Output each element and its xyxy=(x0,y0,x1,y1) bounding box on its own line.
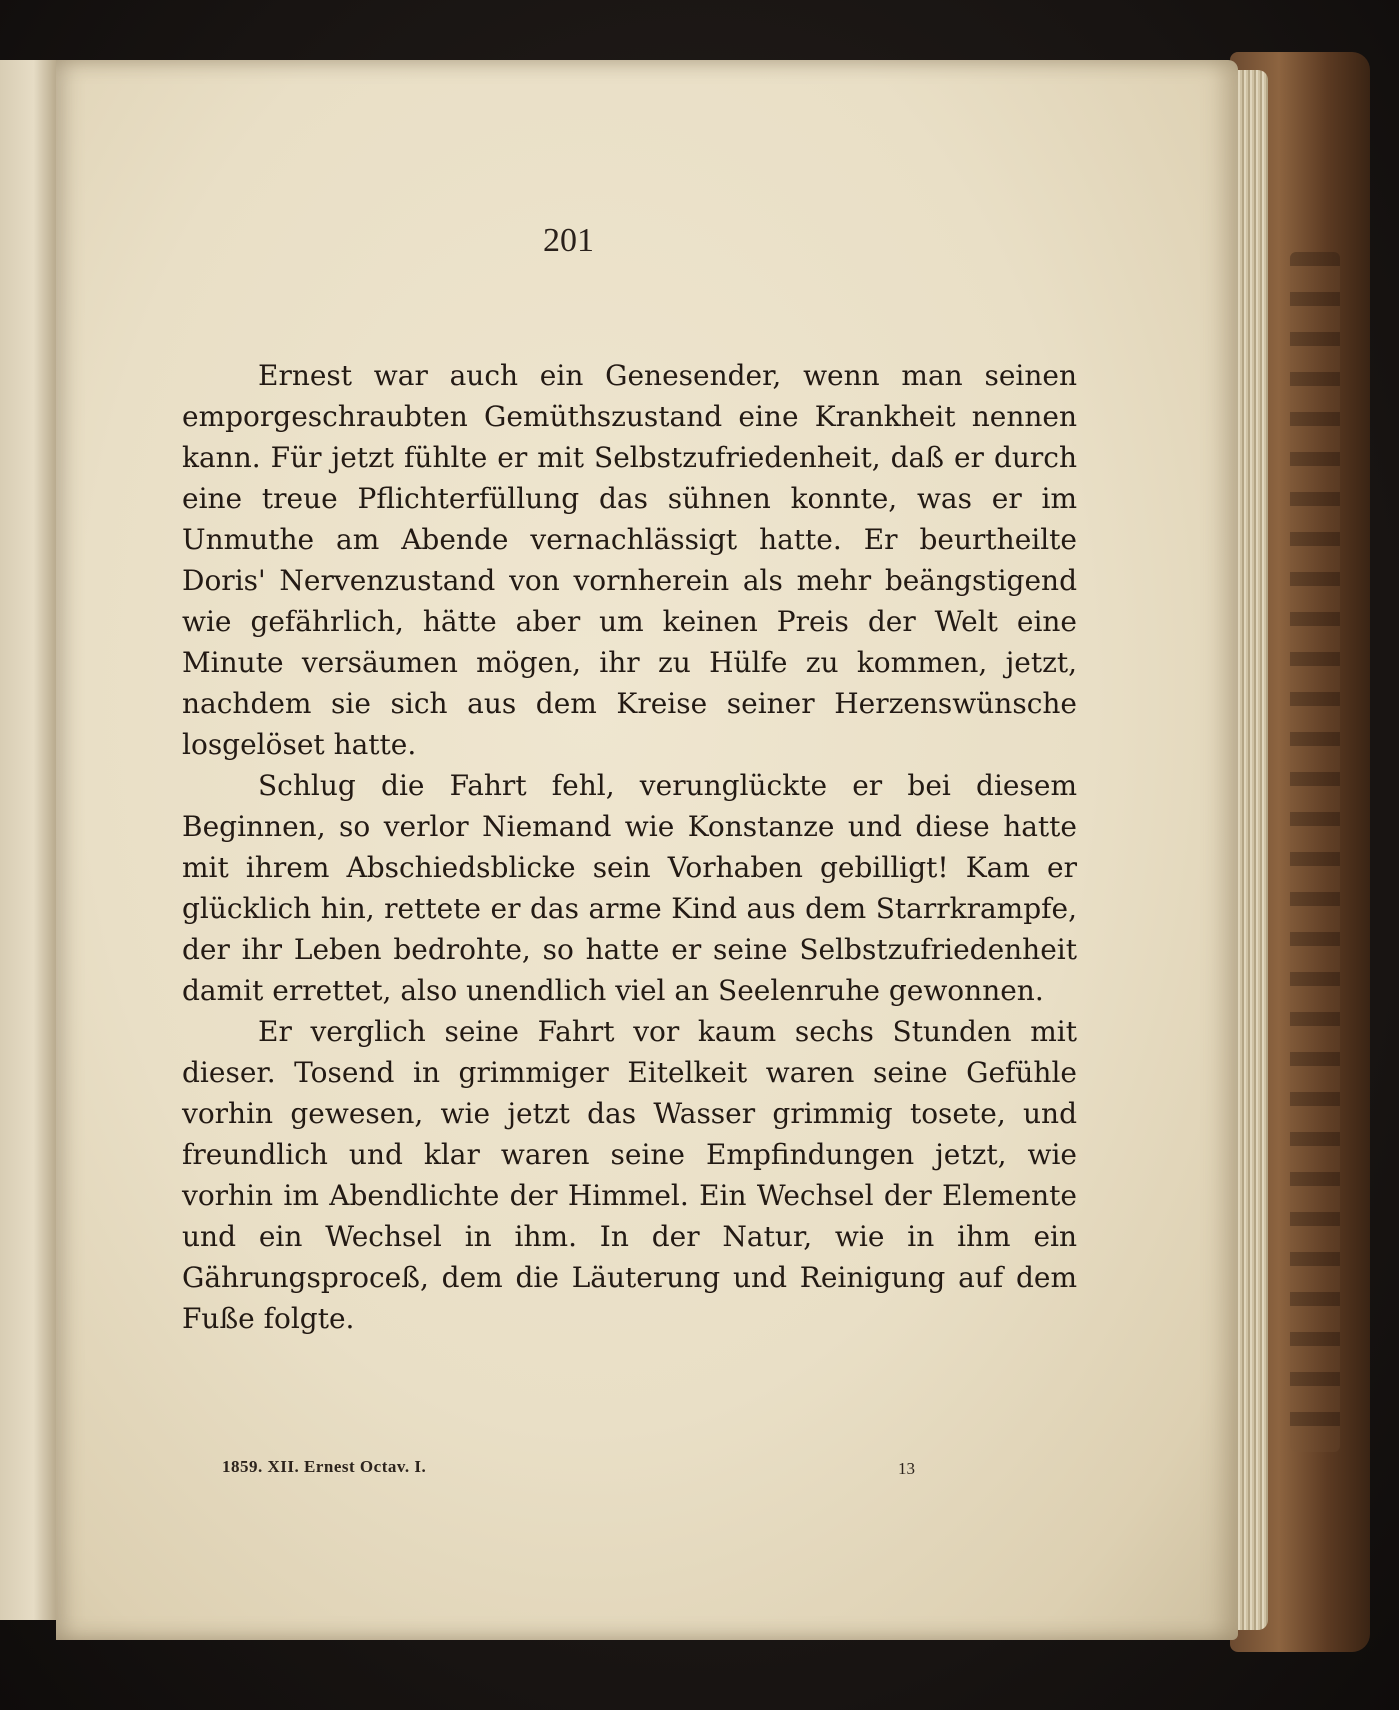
paragraph-3: Er verglich seine Fahrt vor kaum sechs Stunden mit dieser. Tosend in grimmiger Eitelkeit waren seine Gefühle vorhin gewesen, wie jetzt das Wasser grimmig tosete, und freundlich und klar waren seine Empfindungen jetzt, wie vorhin im Abendlichte der Himmel. Ein Wechsel der Elemente und ein Wechsel in ihm. In der Natur, wie in ihm ein Gährungsproceß, dem die Läuterung und Reinigung auf dem Fuße folgte. xyxy=(182,1015,1077,1335)
printer-signature: 1859. XII. Ernest Octav. I. xyxy=(222,1457,427,1476)
page-number: 201 xyxy=(543,222,594,259)
body-text xyxy=(182,355,1077,1339)
paragraph-1: Ernest war auch ein Genesender, wenn man seinen emporgeschraubten Gemüthszustand eine Krankheit nennen kann. Für jetzt fühlte er mit Selbstzufriedenheit, daß er durch eine treue Pflichterfüllung das sühnen konnte, was er im Unmuthe am Abende vernachlässigt hatte. Er beurtheilte Doris' Nervenzustand von vornherein als mehr beängstigend wie gefährlich, hätte aber um keinen Preis der Welt eine Minute versäumen mögen, ihr zu Hülfe zu kommen, jetzt, nachdem sie sich aus dem Kreise seiner Herzenswünsche losgelöset hatte. xyxy=(182,359,1077,761)
book-page xyxy=(56,60,1238,1640)
left-page-edge xyxy=(0,60,58,1620)
paragraph-2: Schlug die Fahrt fehl, verunglückte er bei diesem Beginnen, so verlor Niemand wie Konstanze und diese hatte mit ihrem Abschiedsblicke sein Vorhaben gebilligt! Kam er glücklich hin, rettete er das arme Kind aus dem Starrkrampfe, der ihr Leben bedrohte, so hatte er seine Selbstzufriedenheit damit errettet, also unendlich viel an Seelenruhe gewonnen. xyxy=(182,769,1077,1007)
sheet-number: 13 xyxy=(898,1459,915,1478)
